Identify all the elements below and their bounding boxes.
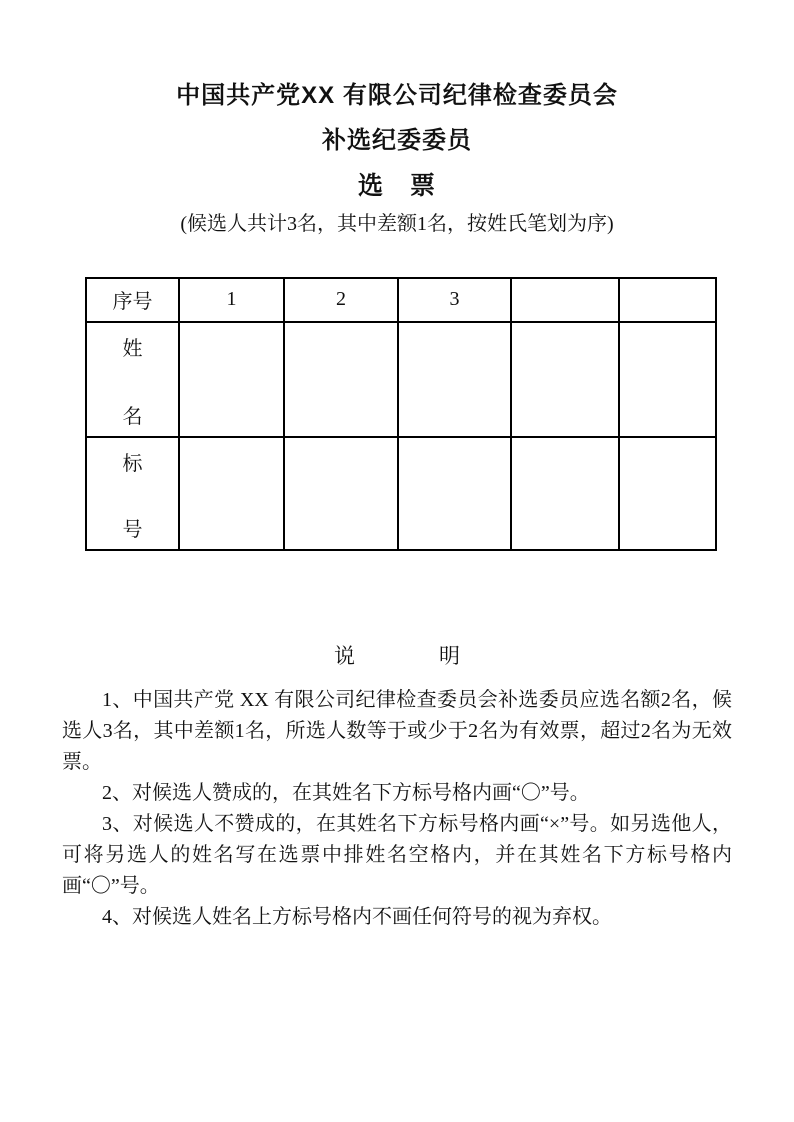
sequence-header-row [86, 278, 716, 322]
mark-cell-candidate-3 [398, 437, 511, 550]
header-cell-number-3: 3 [398, 278, 511, 322]
mark-cell-blank-2 [619, 437, 716, 550]
notes-heading: 说 明 [334, 643, 460, 668]
note-item-4: 4、对候选人姓名上方标号格内不画任何符号的视为弃权。 [102, 905, 612, 928]
name-cell-blank-2 [619, 322, 716, 437]
mark-label-char-bottom: 号 [122, 518, 143, 541]
name-cell-candidate-3 [398, 322, 511, 437]
name-cell-blank-1 [511, 322, 619, 437]
mark-cell-candidate-2 [284, 437, 398, 550]
name-cell-candidate-1 [179, 322, 284, 437]
note-item-3: 3、对候选人不赞成的，在其姓名下方标号格内画“×”号。如另选他人，可将另选人的姓名写在选票中排姓名空格内，并在其姓名下方标号格内画“〇”号。 [62, 812, 732, 897]
name-row-label-cell [86, 322, 179, 437]
header-cell-number-2: 2 [284, 278, 398, 322]
header-cell-sequence-label: 序号 [86, 278, 179, 322]
ballot-title-ticket: 选 票 [357, 171, 436, 200]
note-item-1: 1、中国共产党 XX 有限公司纪律检查委员会补选委员应选名额2名，候选人3名，其中差额1名，所选人数等于或少于2名为有效票，超过2名为无效票。 [62, 688, 732, 773]
ballot-title-election: 补选纪委委员 [322, 126, 472, 154]
mark-cell-blank-1 [511, 437, 619, 550]
header-cell-blank-1 [511, 278, 619, 322]
title-block [0, 0, 794, 237]
name-label-char-top: 姓 [122, 337, 143, 360]
name-row-label [87, 323, 178, 436]
header-cell-blank-2 [619, 278, 716, 322]
name-cell-candidate-2 [284, 322, 398, 437]
header-cell-number-1: 1 [179, 278, 284, 322]
ballot-table [85, 277, 717, 551]
mark-row [86, 437, 716, 550]
name-row [86, 322, 716, 437]
mark-label-char-top: 标 [122, 452, 143, 475]
ballot-subtitle: (候选人共计3名，其中差额1名，按姓氏笔划为序) [180, 212, 614, 235]
mark-row-label [87, 438, 178, 549]
mark-row-label-cell [86, 437, 179, 550]
note-item-2: 2、对候选人赞成的，在其姓名下方标号格内画“〇”号。 [102, 781, 590, 804]
ballot-title-committee: 中国共产党XX 有限公司纪律检查委员会 [176, 82, 618, 109]
name-label-char-bottom: 名 [122, 405, 143, 428]
mark-cell-candidate-1 [179, 437, 284, 550]
notes-section [62, 643, 732, 933]
